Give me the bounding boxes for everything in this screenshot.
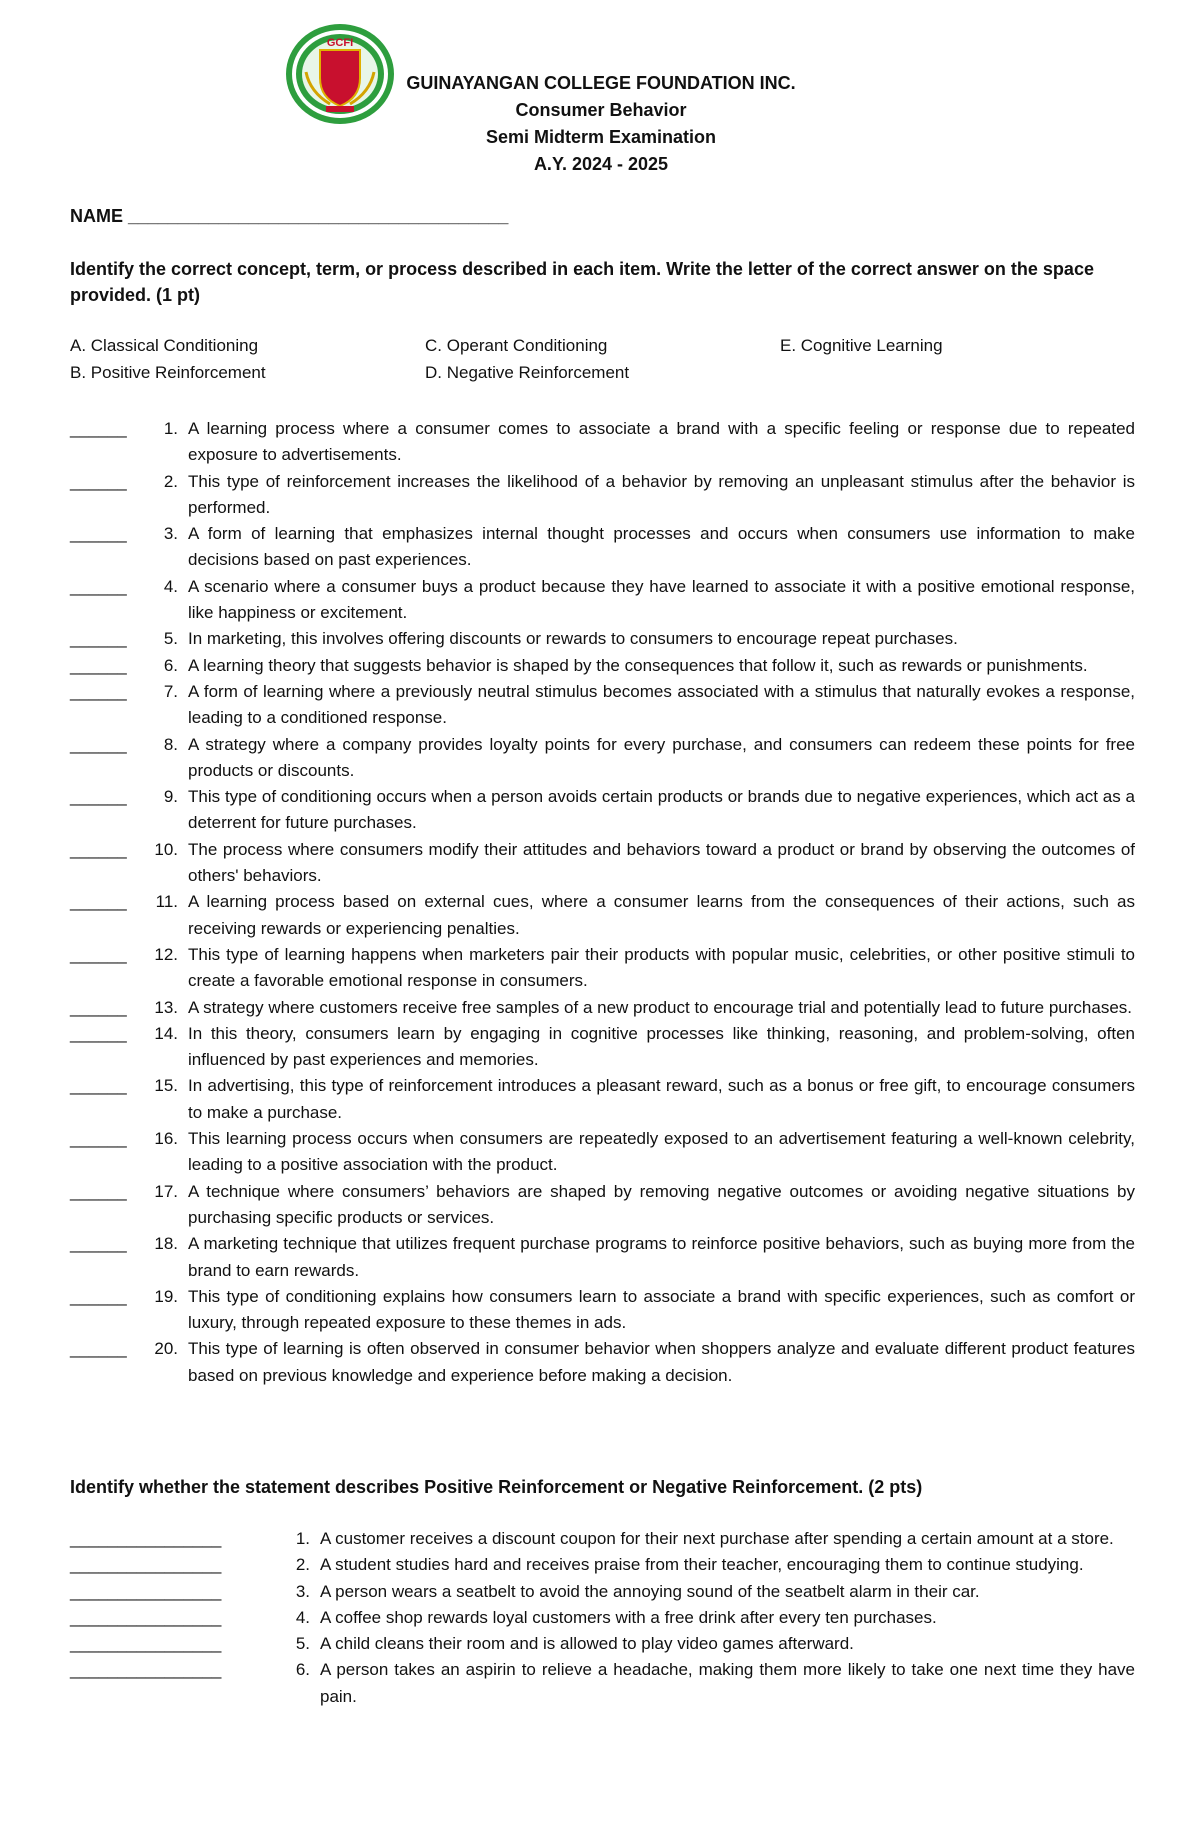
- question-text: A student studies hard and receives praise from their teacher, encouraging them to continue studying.: [320, 1555, 1084, 1575]
- question-item: [70, 1631, 1135, 1657]
- question-text: A marketing technique that utilizes frequent purchase programs to reinforce positive behaviors, such as buying more from the brand to earn rewards.: [188, 1234, 1135, 1280]
- question-number: 11.: [155, 892, 178, 912]
- question-item: [70, 889, 1135, 942]
- question-number: 1.: [295, 1529, 310, 1548]
- question-text: This type of learning is often observed in consumer behavior when shoppers analyze and evaluate different product features based on previous knowledge and experience before making a decision.: [188, 1339, 1135, 1385]
- answer-blank[interactable]: ________________: [70, 1634, 222, 1654]
- question-text: A person wears a seatbelt to avoid the annoying sound of the seatbelt alarm in their car.: [320, 1581, 980, 1601]
- question-text: A child cleans their room and is allowed to play video games afterward.: [320, 1634, 854, 1654]
- question-number: 14.: [154, 1023, 178, 1043]
- question-text: A learning process where a consumer comes to associate a brand with a specific feeling or response due to repeated exposure to advertisements.: [188, 419, 1135, 465]
- question-item: [70, 1605, 1135, 1631]
- question-item: [70, 1526, 1135, 1552]
- answer-blank[interactable]: ______: [70, 629, 127, 649]
- question-item: [70, 732, 1135, 785]
- question-text: In marketing, this involves offering discounts or rewards to consumers to encourage repeat purchases.: [188, 629, 958, 649]
- choice-e: E. Cognitive Learning: [780, 336, 943, 355]
- question-text: This type of reinforcement increases the likelihood of a behavior by removing an unpleasant stimulus after the behavior is performed.: [188, 471, 1135, 517]
- question-item: [70, 521, 1135, 574]
- answer-blank[interactable]: ______: [70, 1181, 127, 1201]
- question-item: [70, 1126, 1135, 1179]
- question-number: 15.: [154, 1076, 178, 1096]
- answer-blank[interactable]: ______: [70, 1286, 127, 1306]
- answer-blank[interactable]: ______: [70, 944, 127, 964]
- part2-question-list: [70, 1526, 1135, 1710]
- question-number: 5.: [163, 629, 178, 649]
- question-number: 7.: [163, 681, 178, 701]
- choice-d: D. Negative Reinforcement: [425, 363, 630, 382]
- question-text: The process where consumers modify their attitudes and behaviors toward a product or brand by observing the outcomes of others' behaviors.: [188, 839, 1135, 886]
- question-item: [70, 574, 1135, 627]
- question-number: 5.: [295, 1634, 310, 1654]
- question-text: A strategy where customers receive free samples of a new product to encourage trial and potentially lead to future purchases.: [188, 997, 1133, 1017]
- exam-header: [396, 70, 806, 178]
- answer-blank[interactable]: ______: [70, 1023, 127, 1043]
- question-item: [70, 626, 1135, 652]
- answer-blank[interactable]: ________________: [70, 1555, 222, 1575]
- answer-blank[interactable]: ______: [70, 734, 127, 754]
- question-item: [70, 1552, 1135, 1578]
- question-number: 19.: [154, 1286, 178, 1306]
- question-number: 12.: [154, 944, 178, 964]
- answer-blank[interactable]: ______: [70, 524, 127, 544]
- question-text: A strategy where a company provides loyalty points for every purchase, and consumers can redeem these points for free products or discounts.: [188, 734, 1135, 780]
- answer-blank[interactable]: ______: [70, 839, 127, 859]
- question-text: A person takes an aspirin to relieve a headache, making them more likely to take one next time they have pain.: [320, 1660, 1135, 1706]
- question-number: 2.: [295, 1555, 310, 1575]
- answer-blank[interactable]: ______: [70, 1339, 127, 1359]
- question-item: [70, 469, 1135, 522]
- question-text: A learning theory that suggests behavior is shaped by the consequences that follow it, such as rewards or punishments.: [188, 655, 1088, 675]
- question-number: 10.: [154, 839, 178, 859]
- question-text: A technique where consumers’ behaviors are shaped by removing negative outcomes or avoiding negative situations by purchasing specific products or services.: [188, 1181, 1135, 1227]
- question-text: A customer receives a discount coupon for their next purchase after spending a certain amount at a store.: [320, 1529, 1114, 1548]
- answer-blank[interactable]: ______: [70, 1129, 127, 1149]
- question-number: 2.: [163, 471, 178, 491]
- question-item: [70, 679, 1135, 732]
- question-number: 3.: [163, 524, 178, 544]
- answer-blank[interactable]: ______: [70, 576, 127, 596]
- question-item: [70, 1021, 1135, 1074]
- answer-blank[interactable]: ________________: [70, 1607, 222, 1627]
- question-number: 6.: [295, 1660, 310, 1680]
- answer-blank[interactable]: ______: [70, 419, 127, 438]
- question-number: 6.: [163, 655, 178, 675]
- question-item: [70, 995, 1135, 1021]
- question-item: [70, 1284, 1135, 1337]
- question-number: 4.: [163, 576, 178, 596]
- college-name: GUINAYANGAN COLLEGE FOUNDATION INC.: [406, 73, 796, 93]
- question-number: 17.: [154, 1181, 178, 1201]
- question-text: A coffee shop rewards loyal customers with a free drink after every ten purchases.: [320, 1607, 937, 1627]
- logo-text: GCFI: [326, 37, 354, 49]
- question-text: A learning process based on external cues, where a consumer learns from the consequences of their actions, such as receiving rewards or experiencing penalties.: [188, 892, 1135, 938]
- answer-blank[interactable]: ______: [70, 681, 127, 701]
- question-item: [70, 1657, 1135, 1710]
- name-line: NAME ______________________________________: [70, 206, 509, 226]
- question-number: 4.: [295, 1607, 310, 1627]
- question-number: 20.: [154, 1339, 178, 1359]
- answer-blank[interactable]: ______: [70, 787, 127, 807]
- question-text: A scenario where a consumer buys a product because they have learned to associate it with a positive emotional response, like happiness or excitement.: [188, 576, 1135, 623]
- question-number: 13.: [154, 997, 178, 1017]
- question-text: In advertising, this type of reinforcement introduces a pleasant reward, such as a bonus or free gift, to encourage consumers to make a purchase.: [188, 1076, 1135, 1122]
- answer-blank[interactable]: ______: [70, 655, 127, 675]
- question-text: This type of conditioning explains how consumers learn to associate a brand with specific experiences, such as comfort or luxury, through repeated exposure to these themes in ads.: [188, 1286, 1135, 1333]
- college-seal-logo: [284, 22, 396, 126]
- question-text: A form of learning where a previously neutral stimulus becomes associated with a stimulus that naturally evokes a response, leading to a conditioned response.: [188, 681, 1135, 728]
- question-item: [70, 653, 1135, 679]
- question-number: 16.: [154, 1129, 178, 1149]
- question-text: A form of learning that emphasizes internal thought processes and occurs when consumers use information to make decisions based on past experiences.: [188, 524, 1135, 570]
- part1-instruction: Identify the correct concept, term, or process described in each item. Write the letter of the correct answer on the space provided. (1 pt): [70, 259, 1094, 305]
- question-item: [70, 416, 1135, 469]
- answer-blank[interactable]: ________________: [70, 1529, 222, 1548]
- question-item: [70, 1179, 1135, 1232]
- part2-instruction: Identify whether the statement describes Positive Reinforcement or Negative Reinforcement. (2 pts): [70, 1477, 923, 1497]
- question-number: 1.: [163, 419, 178, 438]
- choice-a: A. Classical Conditioning: [70, 336, 259, 355]
- exam-title: Semi Midterm Examination: [485, 127, 717, 147]
- question-item: [70, 784, 1135, 837]
- question-text: This type of conditioning occurs when a person avoids certain products or brands due to negative experiences, which act as a deterrent for future purchases.: [188, 787, 1135, 833]
- subject-title: Consumer Behavior: [515, 100, 687, 120]
- answer-blank[interactable]: ______: [70, 1234, 127, 1254]
- question-text: This type of learning happens when marketers pair their products with popular music, celebrities, or other positive stimuli to create a favorable emotional response in consumers.: [188, 944, 1135, 991]
- question-text: This learning process occurs when consumers are repeatedly exposed to an advertisement featuring a well-known celebrity, leading to a positive association with the product.: [188, 1129, 1135, 1175]
- question-item: [70, 1579, 1135, 1605]
- choice-b: B. Positive Reinforcement: [70, 363, 266, 382]
- question-item: [70, 837, 1135, 890]
- question-item: [70, 1336, 1135, 1389]
- answer-blank[interactable]: ________________: [70, 1581, 222, 1601]
- answer-blank[interactable]: ______: [70, 997, 127, 1017]
- question-number: 18.: [154, 1234, 178, 1254]
- answer-blank[interactable]: ______: [70, 892, 127, 912]
- academic-year: A.Y. 2024 - 2025: [533, 154, 669, 174]
- answer-blank[interactable]: ______: [70, 471, 127, 491]
- question-item: [70, 942, 1135, 995]
- question-number: 9.: [163, 787, 178, 807]
- answer-blank[interactable]: ______: [70, 1076, 127, 1096]
- choice-c: C. Operant Conditioning: [425, 336, 608, 355]
- question-text: In this theory, consumers learn by engaging in cognitive processes like thinking, reasoning, and problem-solving, often influenced by past experiences and memories.: [188, 1023, 1135, 1070]
- question-number: 3.: [295, 1581, 310, 1601]
- question-item: [70, 1073, 1135, 1126]
- question-number: 8.: [163, 734, 178, 754]
- answer-blank[interactable]: ________________: [70, 1660, 222, 1680]
- question-item: [70, 1231, 1135, 1284]
- part1-question-list: [70, 416, 1135, 1389]
